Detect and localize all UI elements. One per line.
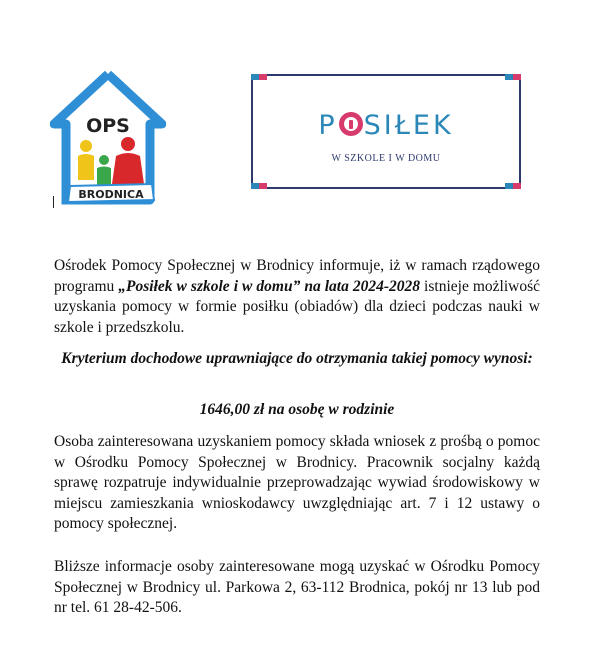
posilek-subtitle: W SZKOLE I W DOMU [331, 153, 441, 164]
posilek-program-logo [251, 74, 521, 189]
program-name: „Posiłek w szkole i w domu” na lata 2024-2028 [118, 277, 421, 295]
house-family-icon [50, 68, 166, 208]
contact-paragraph: Bliższe informacje osoby zainteresowane mogą uzyskać w Ośrodku Pomocy Społecznej w Brodnicy ul. Parkowa 2, 63-112 Brodnica, pokój nr 13 lub pod nr tel. 61 28-42-506. [54, 558, 540, 617]
corner-accent [513, 74, 521, 80]
corner-accent [505, 74, 513, 80]
corner-accent [513, 183, 521, 189]
text-cursor [53, 196, 54, 208]
corner-accent [505, 183, 513, 189]
application-paragraph: Osoba zainteresowana uzyskaniem pomocy składa wniosek z prośbą o pomoc w Ośrodku Pomocy Społecznej w Brodnicy. Pracownik socjalny każdą sprawę rozpatruje indywidualnie przeprowadzając wywiad środowiskowy w miejscu zamieszkania wnioskodawcy uwzględniając art. 7 i 12 ustawy o pomocy społecznej. [54, 433, 540, 533]
corner-accent [251, 183, 259, 189]
criterion-heading: Kryterium dochodowe uprawniające do otrzymania takiej pomocy wynosi: [61, 350, 533, 367]
corner-accent [259, 183, 267, 189]
brodnica-text: BRODNICA [78, 188, 144, 201]
ops-brodnica-logo [50, 68, 166, 208]
ops-text: OPS [86, 115, 130, 137]
intro-paragraph: Ośrodek Pomocy Społecznej w Brodnicy informuje, iż w ramach rządowego programu „Posiłek w szkole i w domu” na lata 2024-2028 istnieje możliwość uzyskania pomocy w formie posiłku (obiadów) dla dzieci podczas nauki w szkole i przedszkolu. [54, 257, 540, 336]
plate-cutlery-icon [339, 112, 363, 136]
income-amount: 1646,00 zł na osobę w rodzinie [199, 401, 395, 418]
corner-accent [259, 74, 267, 80]
corner-accent [251, 74, 259, 80]
posilek-title: P SIŁEK [318, 110, 454, 141]
